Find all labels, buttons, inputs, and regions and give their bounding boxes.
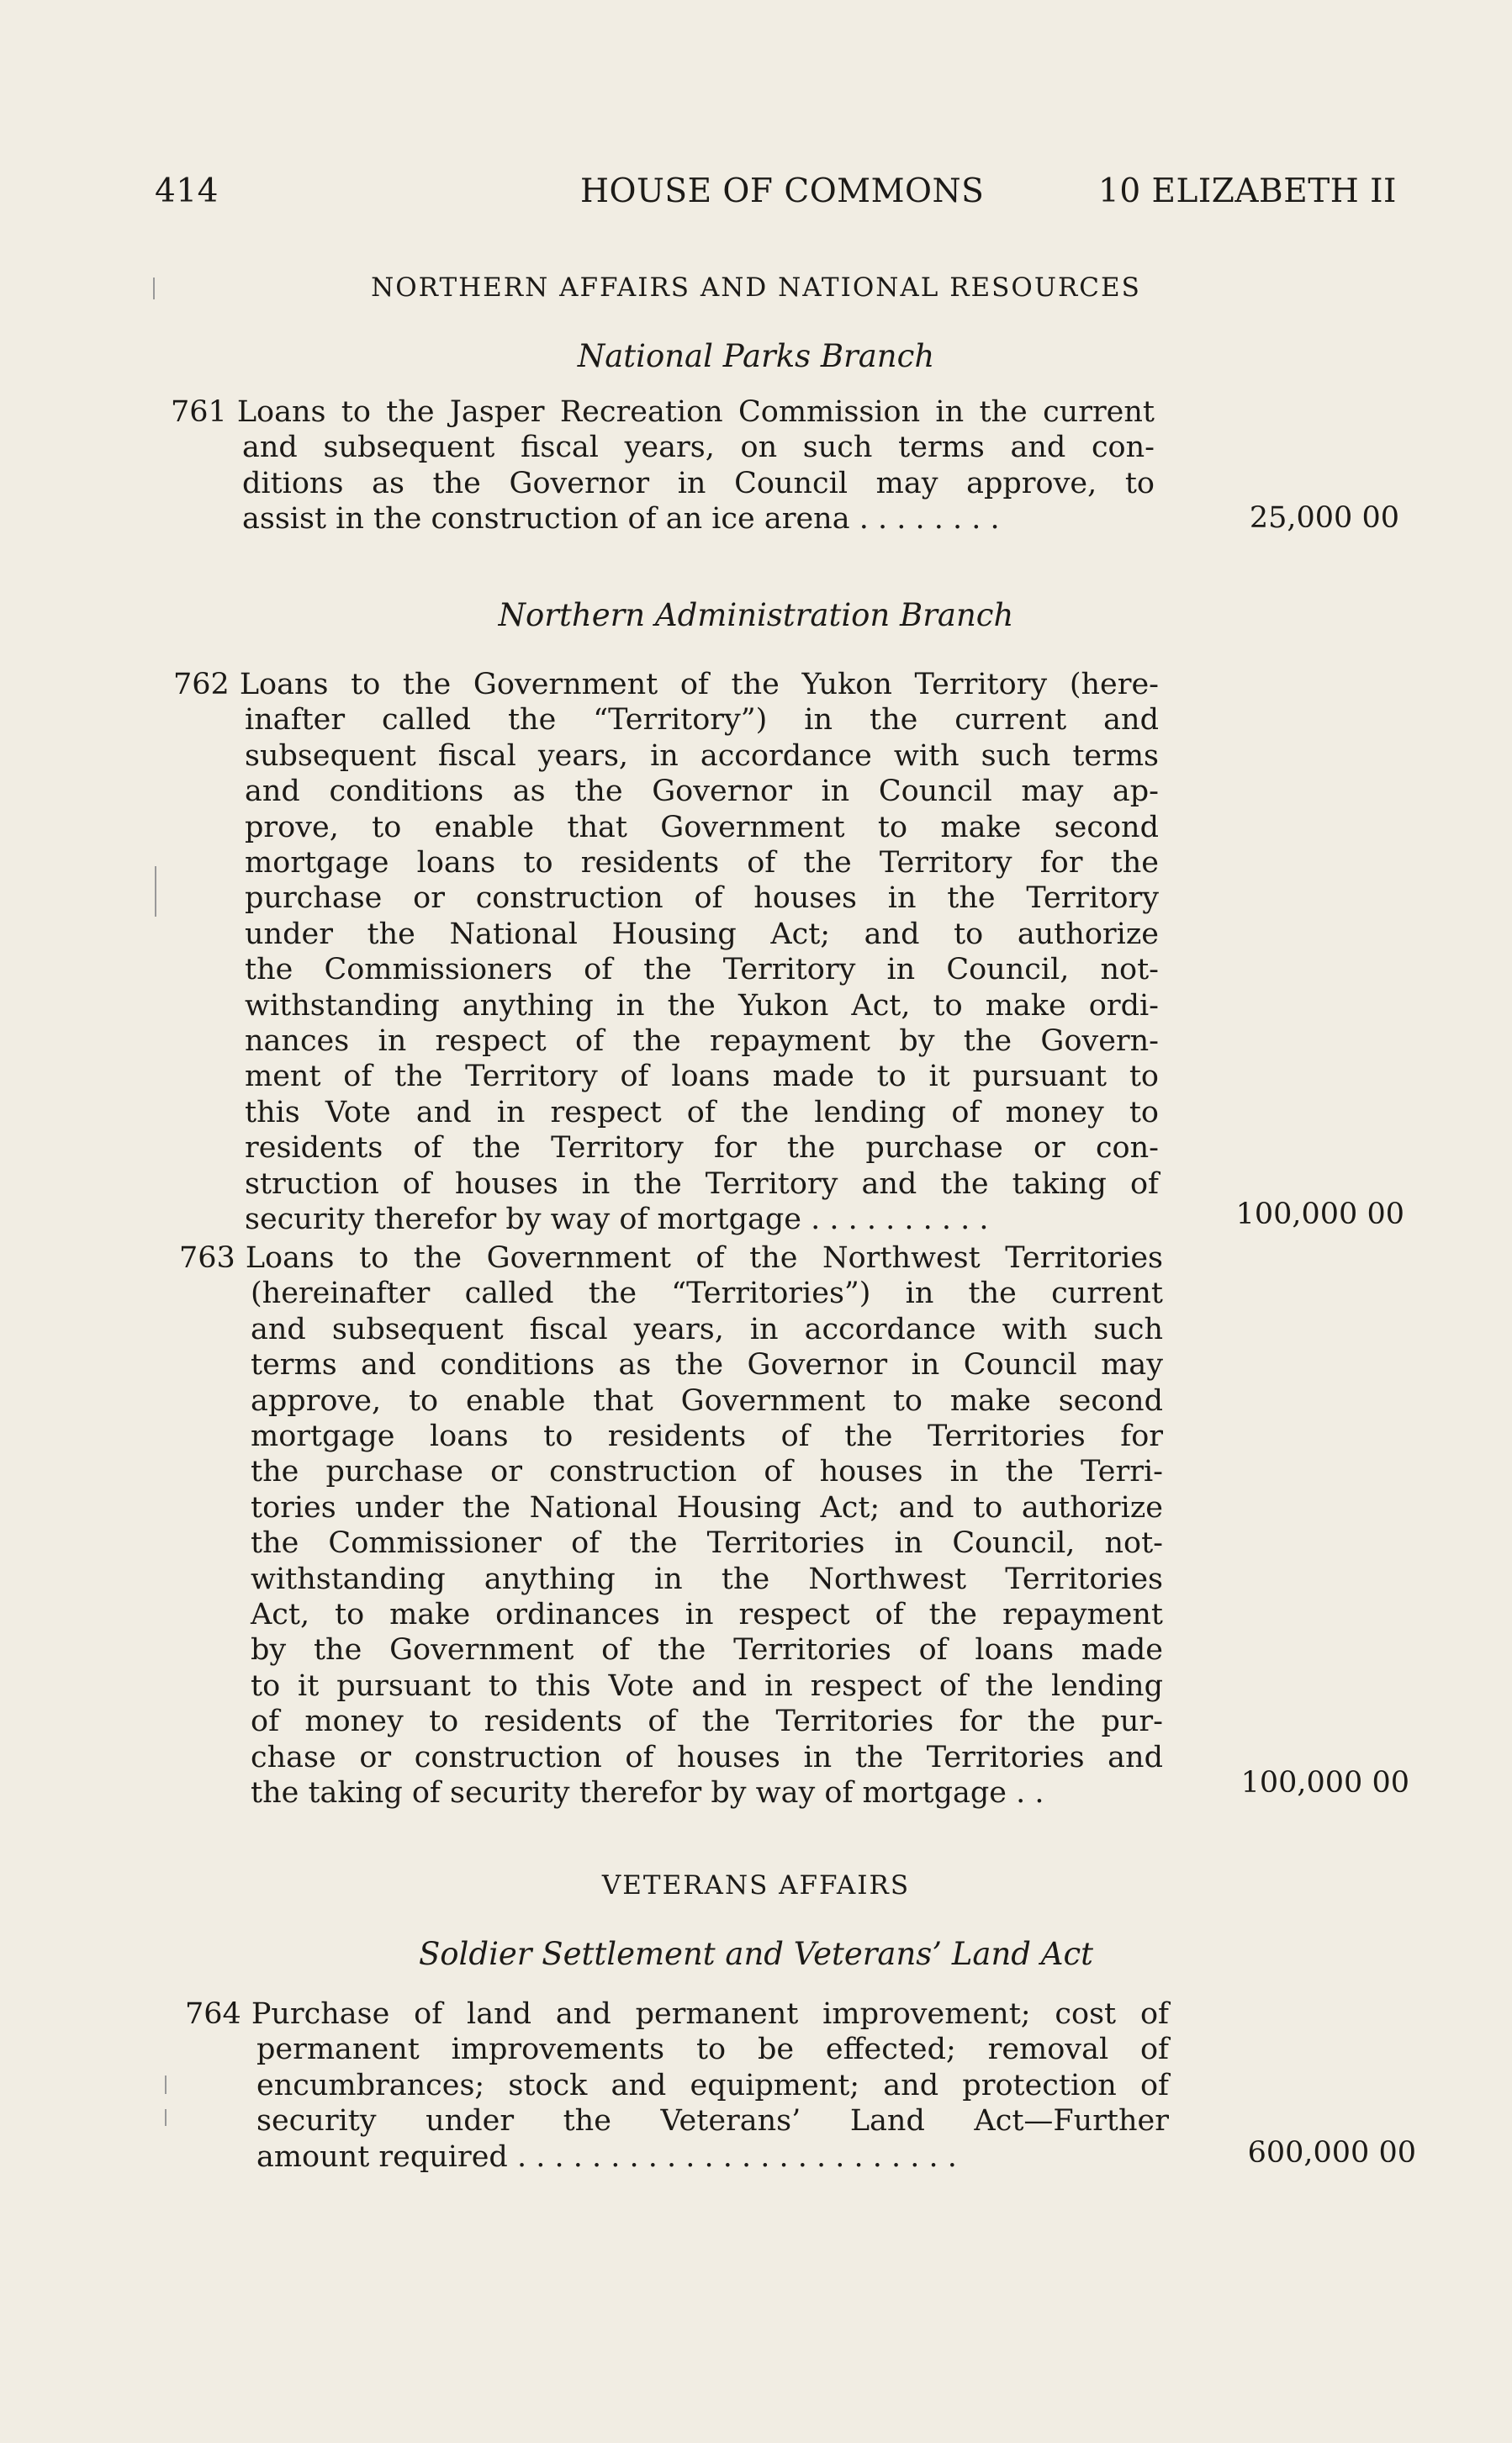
vote-line: ment of the Territory of loans made to it pursuant to bbox=[245, 1060, 1159, 1094]
vote-line: amount required . . . . . . . . . . . . . . . . . . . . . . . . bbox=[256, 2139, 957, 2174]
vote-line: nances in respect of the repayment by the Govern- bbox=[245, 1024, 1159, 1059]
vote-line: struction of houses in the Territory and the taking of bbox=[245, 1166, 1159, 1201]
vote-amount: 25,000 00 bbox=[1249, 501, 1399, 535]
vote-763 bbox=[179, 1240, 1163, 1811]
vote-line: subsequent fiscal years, in accordance with such terms bbox=[245, 738, 1159, 773]
vote-line: and conditions as the Governor in Council may ap- bbox=[245, 775, 1159, 809]
vote-number: 764 bbox=[185, 1997, 241, 2031]
department-heading: VETERANS AFFAIRS bbox=[601, 1870, 911, 1901]
vote-line: residents of the Territory for the purchase or con- bbox=[245, 1131, 1159, 1166]
vote-762 bbox=[173, 667, 1159, 1238]
vote-line: security under the Veterans’ Land Act—Further bbox=[256, 2104, 1169, 2139]
vote-line: 763 Loans to the Government of the Northwest Territories bbox=[179, 1241, 1163, 1275]
vote-amount: 600,000 00 bbox=[1247, 2136, 1416, 2170]
vote-764 bbox=[185, 1996, 1169, 2175]
vote-line: inafter called the “Territory”) in the current and bbox=[245, 703, 1159, 738]
vote-line: and subsequent fiscal years, on such terms and con- bbox=[242, 431, 1155, 465]
vote-amount: 100,000 00 bbox=[1240, 1766, 1409, 1800]
branch-heading: Soldier Settlement and Veterans’ Land Act bbox=[418, 1936, 1094, 1972]
vote-line: prove, to enable that Government to make second bbox=[245, 810, 1159, 844]
vote-number: 761 bbox=[171, 395, 227, 429]
vote-line: mortgage loans to residents of the Territories for bbox=[251, 1420, 1163, 1454]
vote-line: chase or construction of houses in the Territories and bbox=[251, 1740, 1163, 1774]
vote-line: under the National Housing Act; and to authorize bbox=[245, 917, 1159, 951]
vote-line: security therefor by way of mortgage . . . . . . . . . . bbox=[245, 1203, 989, 1237]
vote-line: the taking of security therefor by way of mortgage . . bbox=[251, 1776, 1044, 1811]
vote-line: withstanding anything in the Northwest Territories bbox=[251, 1562, 1163, 1596]
margin-mark bbox=[155, 866, 156, 917]
vote-line: of money to residents of the Territories for the pur- bbox=[251, 1705, 1163, 1739]
vote-number: 763 bbox=[179, 1241, 235, 1275]
vote-761 bbox=[171, 394, 1155, 537]
vote-line: terms and conditions as the Governor in Council may bbox=[251, 1348, 1163, 1383]
vote-line: the Commissioners of the Territory in Council, not- bbox=[245, 953, 1159, 987]
vote-line: 761 Loans to the Jasper Recreation Commission in the current bbox=[171, 395, 1155, 429]
margin-mark bbox=[165, 2109, 167, 2126]
vote-line: to it pursuant to this Vote and in respect of the lending bbox=[251, 1668, 1163, 1703]
margin-mark bbox=[165, 2075, 167, 2094]
vote-line: the purchase or construction of houses in the Terri- bbox=[251, 1455, 1163, 1489]
vote-line: purchase or construction of houses in the Territory bbox=[245, 881, 1159, 916]
vote-line: 764 Purchase of land and permanent improvement; cost of bbox=[185, 1997, 1169, 2031]
vote-line: and subsequent fiscal years, in accordance with such bbox=[251, 1312, 1163, 1346]
branch-heading: Northern Administration Branch bbox=[498, 597, 1014, 633]
running-title: HOUSE OF COMMONS bbox=[580, 172, 985, 210]
page-number: 414 bbox=[155, 172, 219, 210]
vote-line: encumbrances; stock and equipment; and protection of bbox=[256, 2068, 1169, 2102]
vote-line: the Commissioner of the Territories in Council, not- bbox=[251, 1526, 1163, 1561]
vote-line: withstanding anything in the Yukon Act, to make ordi- bbox=[245, 988, 1159, 1023]
vote-line: this Vote and in respect of the lending of money to bbox=[245, 1095, 1159, 1129]
department-heading: NORTHERN AFFAIRS AND NATIONAL RESOURCES bbox=[371, 272, 1141, 303]
vote-line: approve, to enable that Government to make second bbox=[251, 1383, 1163, 1418]
vote-line: Act, to make ordinances in respect of the repayment bbox=[251, 1598, 1163, 1632]
vote-line: by the Government of the Territories of loans made bbox=[251, 1633, 1163, 1668]
vote-line: (hereinafter called the “Territories”) in the current bbox=[251, 1277, 1163, 1311]
regnal-year: 10 ELIZABETH II bbox=[1098, 172, 1397, 210]
vote-number: 762 bbox=[173, 668, 230, 701]
vote-line: 762 Loans to the Government of the Yukon Territory (here- bbox=[173, 668, 1159, 701]
vote-line: permanent improvements to be effected; removal of bbox=[256, 2033, 1169, 2067]
vote-amount: 100,000 00 bbox=[1235, 1198, 1404, 1231]
vote-line: ditions as the Governor in Council may approve, to bbox=[242, 466, 1155, 500]
vote-line: mortgage loans to residents of the Territory for the bbox=[245, 846, 1159, 880]
vote-line: tories under the National Housing Act; and to authorize bbox=[251, 1490, 1163, 1525]
vote-line: assist in the construction of an ice arena . . . . . . . . bbox=[242, 502, 1000, 537]
branch-heading: National Parks Branch bbox=[577, 338, 935, 374]
